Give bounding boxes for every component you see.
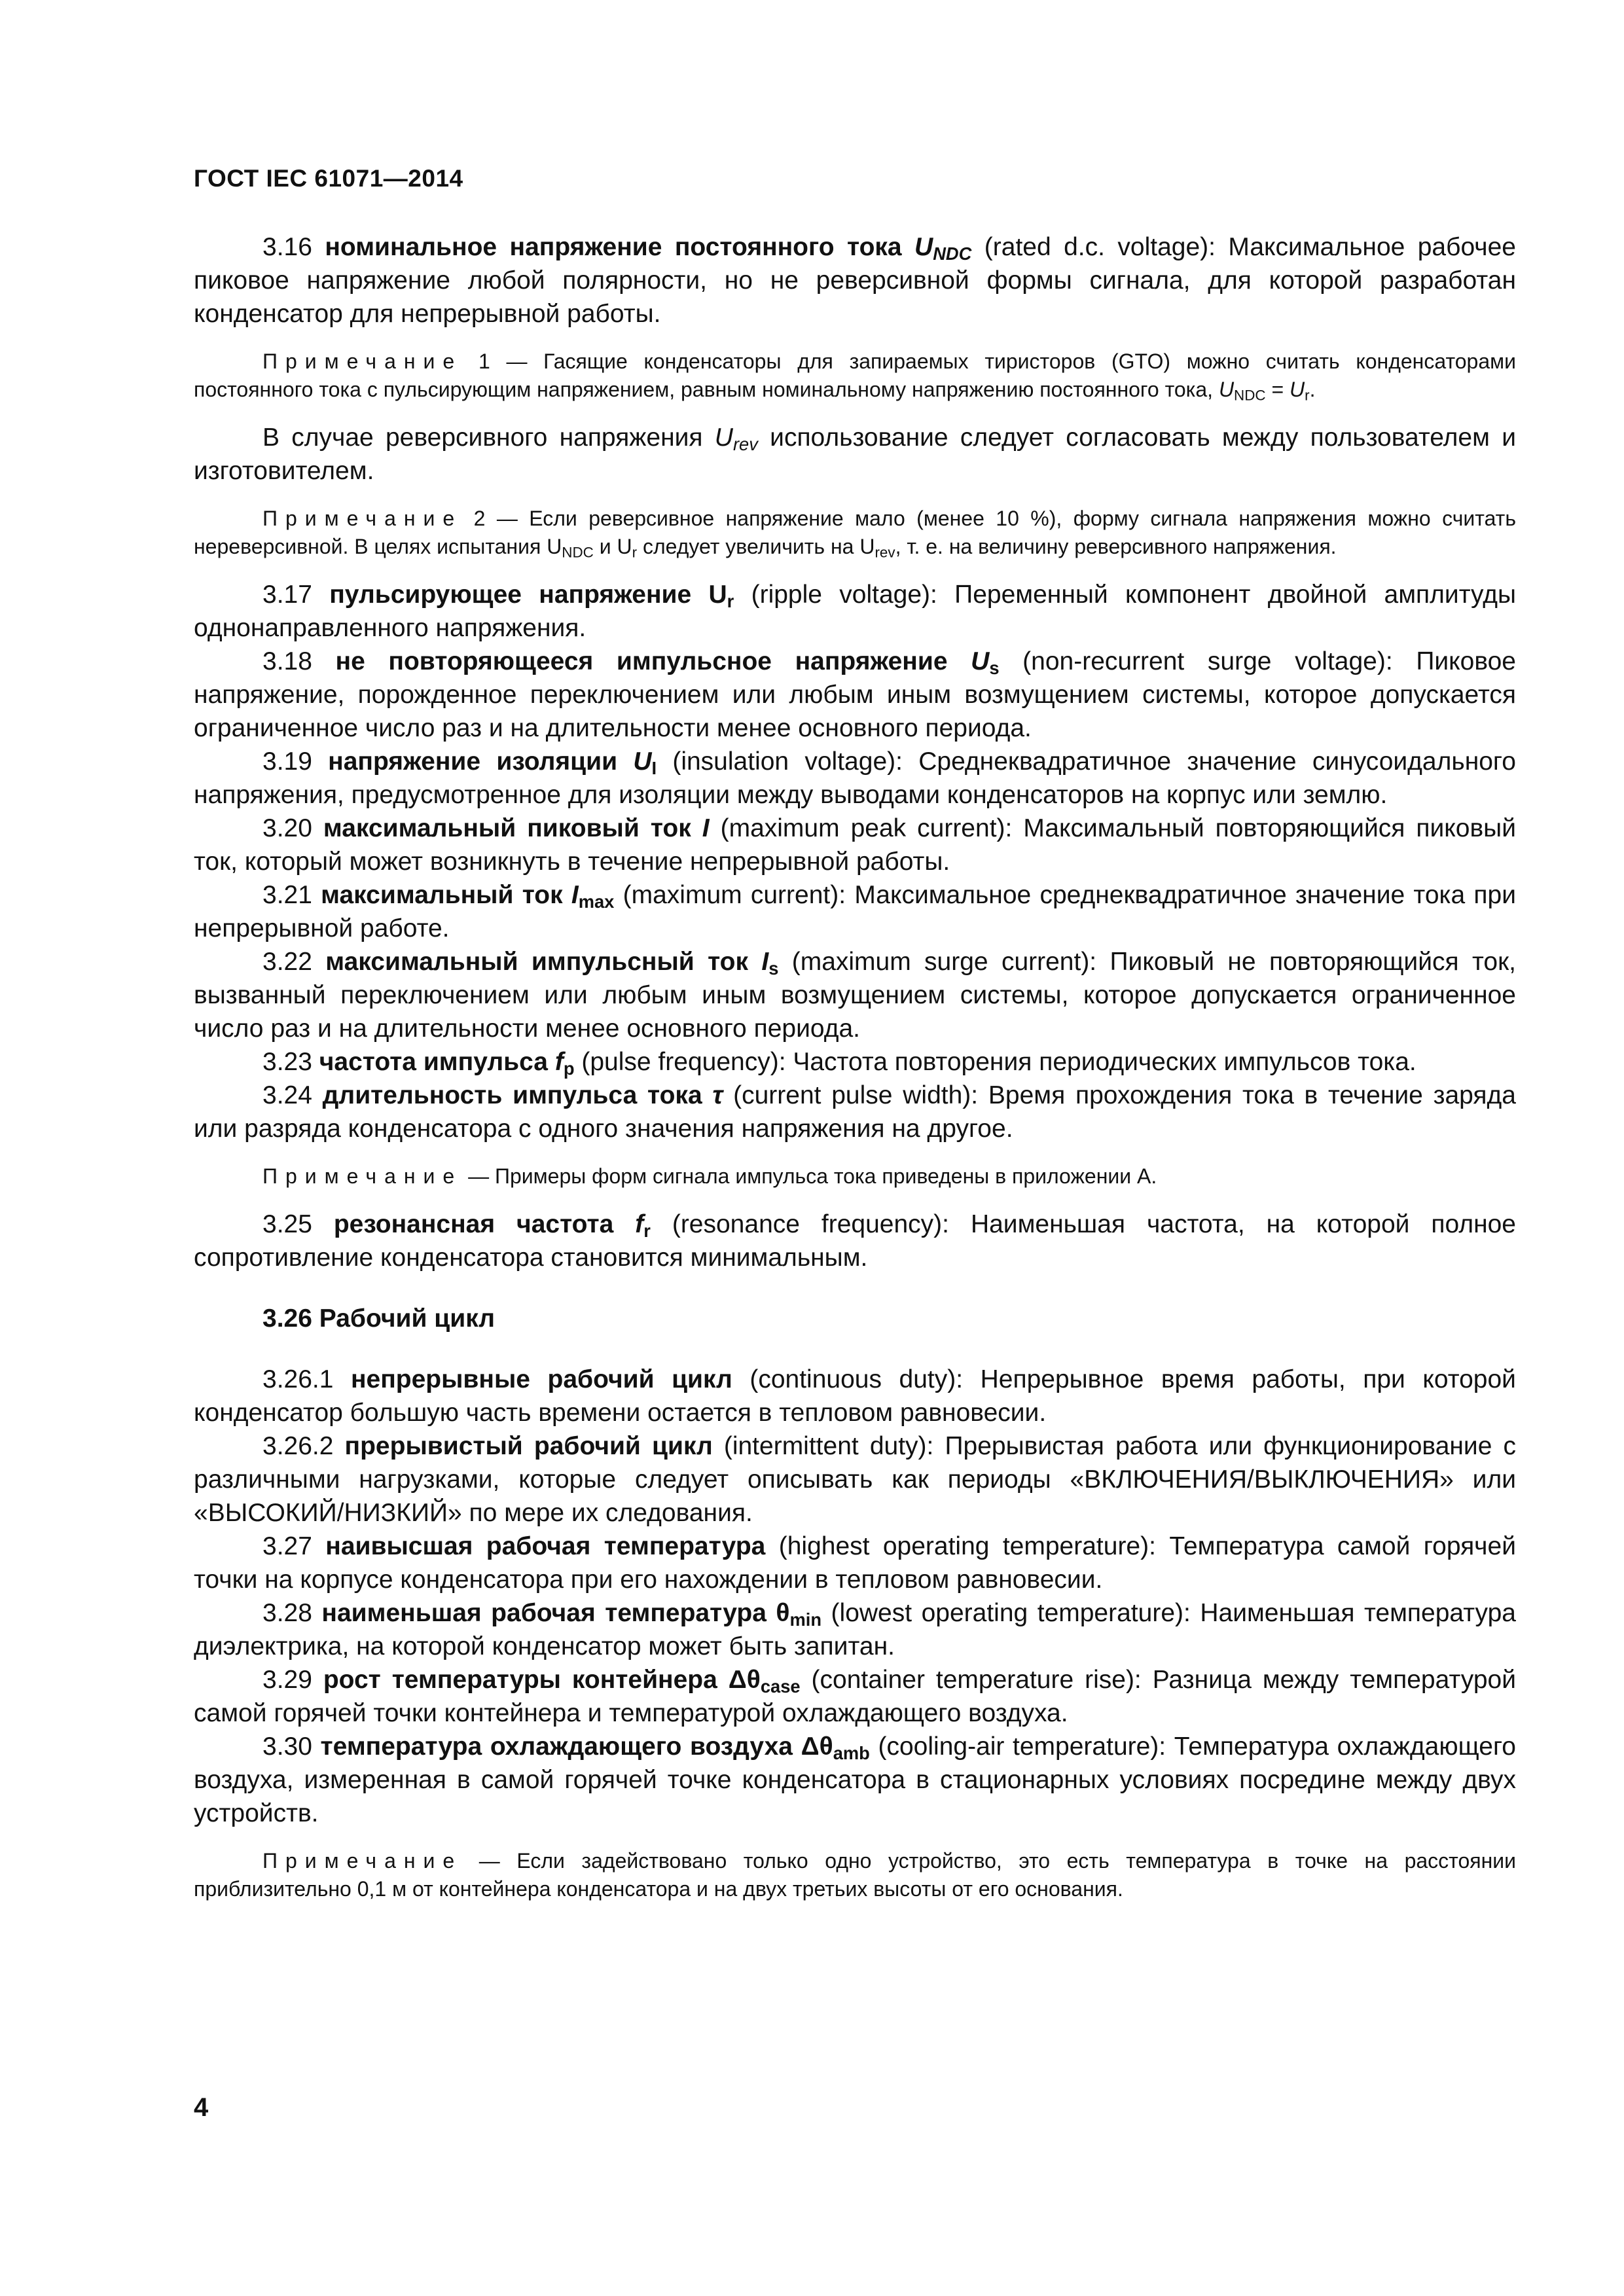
clause-symbol: I [761,948,769,976]
paragraph-text: использование следует согласовать между пользователем и изготовителем. [194,423,1516,485]
paragraph-text: В случае реверсивного напряжения [262,423,703,452]
clause-3-30 [194,1730,1516,1830]
clause-term: номинальное напряжение постоянного тока [325,233,902,261]
clause-3-16 [194,230,1516,331]
clause-3-24 [194,1079,1516,1145]
note-symbol-sub: r [1305,387,1310,404]
note-symbol: U [1218,378,1235,401]
clause-symbol: I [571,881,579,909]
note-sub: rev [875,544,895,561]
note-equals: = [1271,378,1284,401]
clause-number: 3.27 [262,1532,312,1560]
clause-english-term: (container temperature rise): [811,1666,1142,1694]
clause-term: длительность импульса тока [322,1081,702,1109]
note-sub: NDC [562,544,594,561]
document-header: ГОСТ IEC 61071—2014 [194,165,463,192]
clause-english-term: (cooling-air temperature): [878,1732,1166,1761]
clause-term: непрерывные рабочий цикл [350,1365,732,1393]
clause-3-21 [194,878,1516,945]
note-3 [194,1162,1516,1191]
page-number: 4 [194,2093,209,2122]
clause-english-term: (current pulse width): [733,1081,979,1109]
clause-english-term: (rated d.c. voltage): [984,233,1216,261]
clause-definition: Разница между температурой самой горячей точки контейнера и температурой охлаждающего воздуха. [194,1666,1516,1727]
clause-term: температура охлаждающего воздуха [320,1732,793,1761]
clause-3-25 [194,1208,1516,1274]
clause-english-term: (maximum current): [623,881,846,909]
clause-symbol: θ [776,1599,790,1627]
clause-symbol: U [971,647,990,675]
clause-term: рост температуры контейнера [323,1666,717,1694]
clause-term: максимальный импульсный ток [325,948,748,976]
clause-english-term: (continuous duty): [749,1365,964,1393]
clause-number: 3.23 [262,1048,312,1076]
clause-number: 3.24 [262,1081,312,1109]
note-sub: r [632,544,638,561]
clause-definition: Максимальный повторяющийся пиковый ток, который может возникнуть в течение непрерывной работы. [194,814,1516,876]
note-4 [194,1847,1516,1903]
note-end: . [1309,378,1316,401]
section-heading-3-26: 3.26 Рабочий цикл [262,1304,496,1333]
clause-term: наименьшая рабочая температура [321,1599,767,1627]
clause-3-22 [194,945,1516,1045]
clause-term: не повторяющееся импульсное напряжение [335,647,948,675]
clause-english-term: (pulse frequency): [581,1048,786,1076]
clause-symbol-sub: r [643,1220,651,1241]
clause-term: максимальный пиковый ток [323,814,691,842]
clause-definition: Пиковое напряжение, порожденное переключением или любым иным возмущением системы, которое допускается ограниченное число раз и на длительности менее основного периода. [194,647,1516,742]
clause-symbol-sub: I [651,757,657,778]
clause-definition: Среднеквадратичное значение синусоидального напряжения, предусмотренное для изоляции между выводами конденсаторов на корпус или землю. [194,747,1516,809]
clause-3-27 [194,1530,1516,1596]
clause-definition: Максимальное среднеквадратичное значение тока при непрерывной работе. [194,881,1516,942]
clause-number: 3.22 [262,948,312,976]
clause-definition: Наименьшая частота, на которой полное сопротивление конденсатора становится минимальным. [194,1210,1516,1272]
clause-english-term: (maximum peak current): [720,814,1013,842]
clause-number: 3.17 [262,581,312,609]
clause-definition: Наименьшая температура диэлектрика, на которой конденсатор может быть запитан. [194,1599,1516,1660]
clause-english-term: (maximum surge current): [791,948,1097,976]
clause-symbol-sub: amb [833,1742,870,1763]
clause-number: 3.28 [262,1599,312,1627]
clause-definition: Температура самой горячей точки на корпусе конденсатора при его нахождении в тепловом равновесии. [194,1532,1516,1594]
clause-english-term: (non-recurrent surge voltage): [1022,647,1393,675]
clause-symbol: f [635,1210,644,1238]
note-label: Примечание [262,507,463,530]
clause-symbol-sub: min [789,1609,822,1630]
clause-3-18 [194,645,1516,745]
note-symbol: U [1290,378,1305,401]
clause-definition: Прерывистая работа или функционирование с различными нагрузками, которые следует описывать как периоды «ВКЛЮЧЕНИЯ/ВЫКЛЮЧЕНИЯ» или «ВЫСОКИЙ/НИЗКИЙ» по мере их следования. [194,1432,1516,1527]
clause-english-term: (lowest operating temperature): [831,1599,1191,1627]
note-text: , т. е. на величину реверсивного напряжения. [895,535,1337,558]
clause-english-term: (resonance frequency): [672,1210,949,1238]
clause-term: прерывистый рабочий цикл [344,1432,713,1460]
clause-definition: Непрерывное время работы, при которой конденсатор большую часть времени остается в тепловом равновесии. [194,1365,1516,1427]
clause-term: напряжение изоляции [328,747,618,776]
note-2 [194,505,1516,561]
clause-number: 3.19 [262,747,312,776]
clause-definition: Пиковый не повторяющийся ток, вызванный переключением или любым иным возмущением системы, которое допускается ограниченное число раз и на длительности менее основного периода. [194,948,1516,1043]
clause-symbol-sub: s [989,657,1000,678]
clause-number: 3.21 [262,881,312,909]
clause-number: 3.20 [262,814,312,842]
note-text: — Примеры форм сигнала импульса тока приведены в приложении А. [468,1164,1157,1188]
clause-term: пульсирующее напряжение U [329,581,727,609]
clause-symbol-sub: r [727,590,734,611]
reverse-voltage-paragraph [194,421,1516,488]
clause-english-term: (ripple voltage): [751,581,937,609]
clause-3-26-1 [194,1363,1516,1429]
clause-symbol: I [702,814,710,842]
clause-definition: Максимальное рабочее пиковое напряжение любой полярности, но не реверсивной формы сигнала, для которой разработан конденсатор для непрерывной работы. [194,233,1516,328]
note-symbol-sub: NDC [1234,387,1266,404]
clause-3-26-2 [194,1429,1516,1530]
clause-3-28 [194,1596,1516,1663]
note-text: 1 — Гасящие конденсаторы для запираемых тиристоров (GTO) можно считать конденсаторами постоянного тока с пульсирующим напряжением, равным номинальному напряжению постоянного тока, [194,350,1517,401]
note-text: следует увеличить на U [642,535,875,558]
note-1 [194,348,1516,404]
note-label: Примечание [262,1164,463,1188]
note-label: Примечание [262,350,463,373]
note-text: — Если задействовано только одно устройство, это есть температура в точке на расстоянии приблизительно 0,1 м от контейнера конденсатора и на двух третьих высоты от его основания. [194,1849,1517,1901]
clause-number: 3.25 [262,1210,312,1238]
clause-definition: Время прохождения тока в течение заряда или разряда конденсатора с одного значения напряжения на другое. [194,1081,1516,1143]
clause-3-23 [194,1045,1516,1079]
clause-number: 3.26.1 [262,1365,334,1393]
note-text: 2 — Если реверсивное напряжение мало (менее 10 %), форму сигнала напряжения можно считать нереверсивной. В целях испытания U [194,507,1517,558]
clause-term: максимальный ток [321,881,563,909]
clause-term: наивысшая рабочая температура [325,1532,766,1560]
clause-symbol: f [554,1048,564,1076]
clause-term: частота импульса [319,1048,548,1076]
clause-number: 3.29 [262,1666,312,1694]
clause-3-29 [194,1663,1516,1730]
clause-definition: Температура охлаждающего воздуха, измеренная в самой горячей точке конденсатора в стационарных условиях посредине между двух устройств. [194,1732,1517,1827]
clause-term: резонансная частота [333,1210,614,1238]
clause-english-term: (highest operating temperature): [778,1532,1156,1560]
document-page [194,165,1516,1920]
clause-symbol: Δθ [801,1732,833,1761]
paragraph-symbol-sub: rev [732,433,758,454]
clause-symbol-sub: case [760,1676,801,1696]
clause-definition: Переменный компонент двойной амплитуды однонаправленного напряжения. [194,581,1516,642]
note-text: и U [599,535,632,558]
clause-english-term: (intermittent duty): [723,1432,934,1460]
clause-3-17 [194,578,1516,645]
clause-3-19 [194,745,1516,812]
clause-symbol: τ [712,1081,723,1109]
clause-3-20 [194,812,1516,878]
clause-symbol-sub: p [563,1058,575,1079]
clause-number: 3.30 [262,1732,312,1761]
paragraph-symbol: U [714,423,733,452]
clause-number: 3.26.2 [262,1432,334,1460]
clause-symbol-sub: max [578,891,615,912]
clause-definition: Частота повторения периодических импульсов тока. [793,1048,1416,1076]
note-label: Примечание [262,1849,463,1873]
clause-symbol: U [633,747,652,776]
clause-english-term: (insulation voltage): [672,747,903,776]
clause-symbol-sub: NDC [933,243,972,264]
clause-number: 3.18 [262,647,312,675]
clause-symbol: U [914,233,933,261]
clause-symbol: Δθ [728,1666,761,1694]
clause-symbol-sub: s [768,958,779,978]
clause-number: 3.16 [262,233,312,261]
